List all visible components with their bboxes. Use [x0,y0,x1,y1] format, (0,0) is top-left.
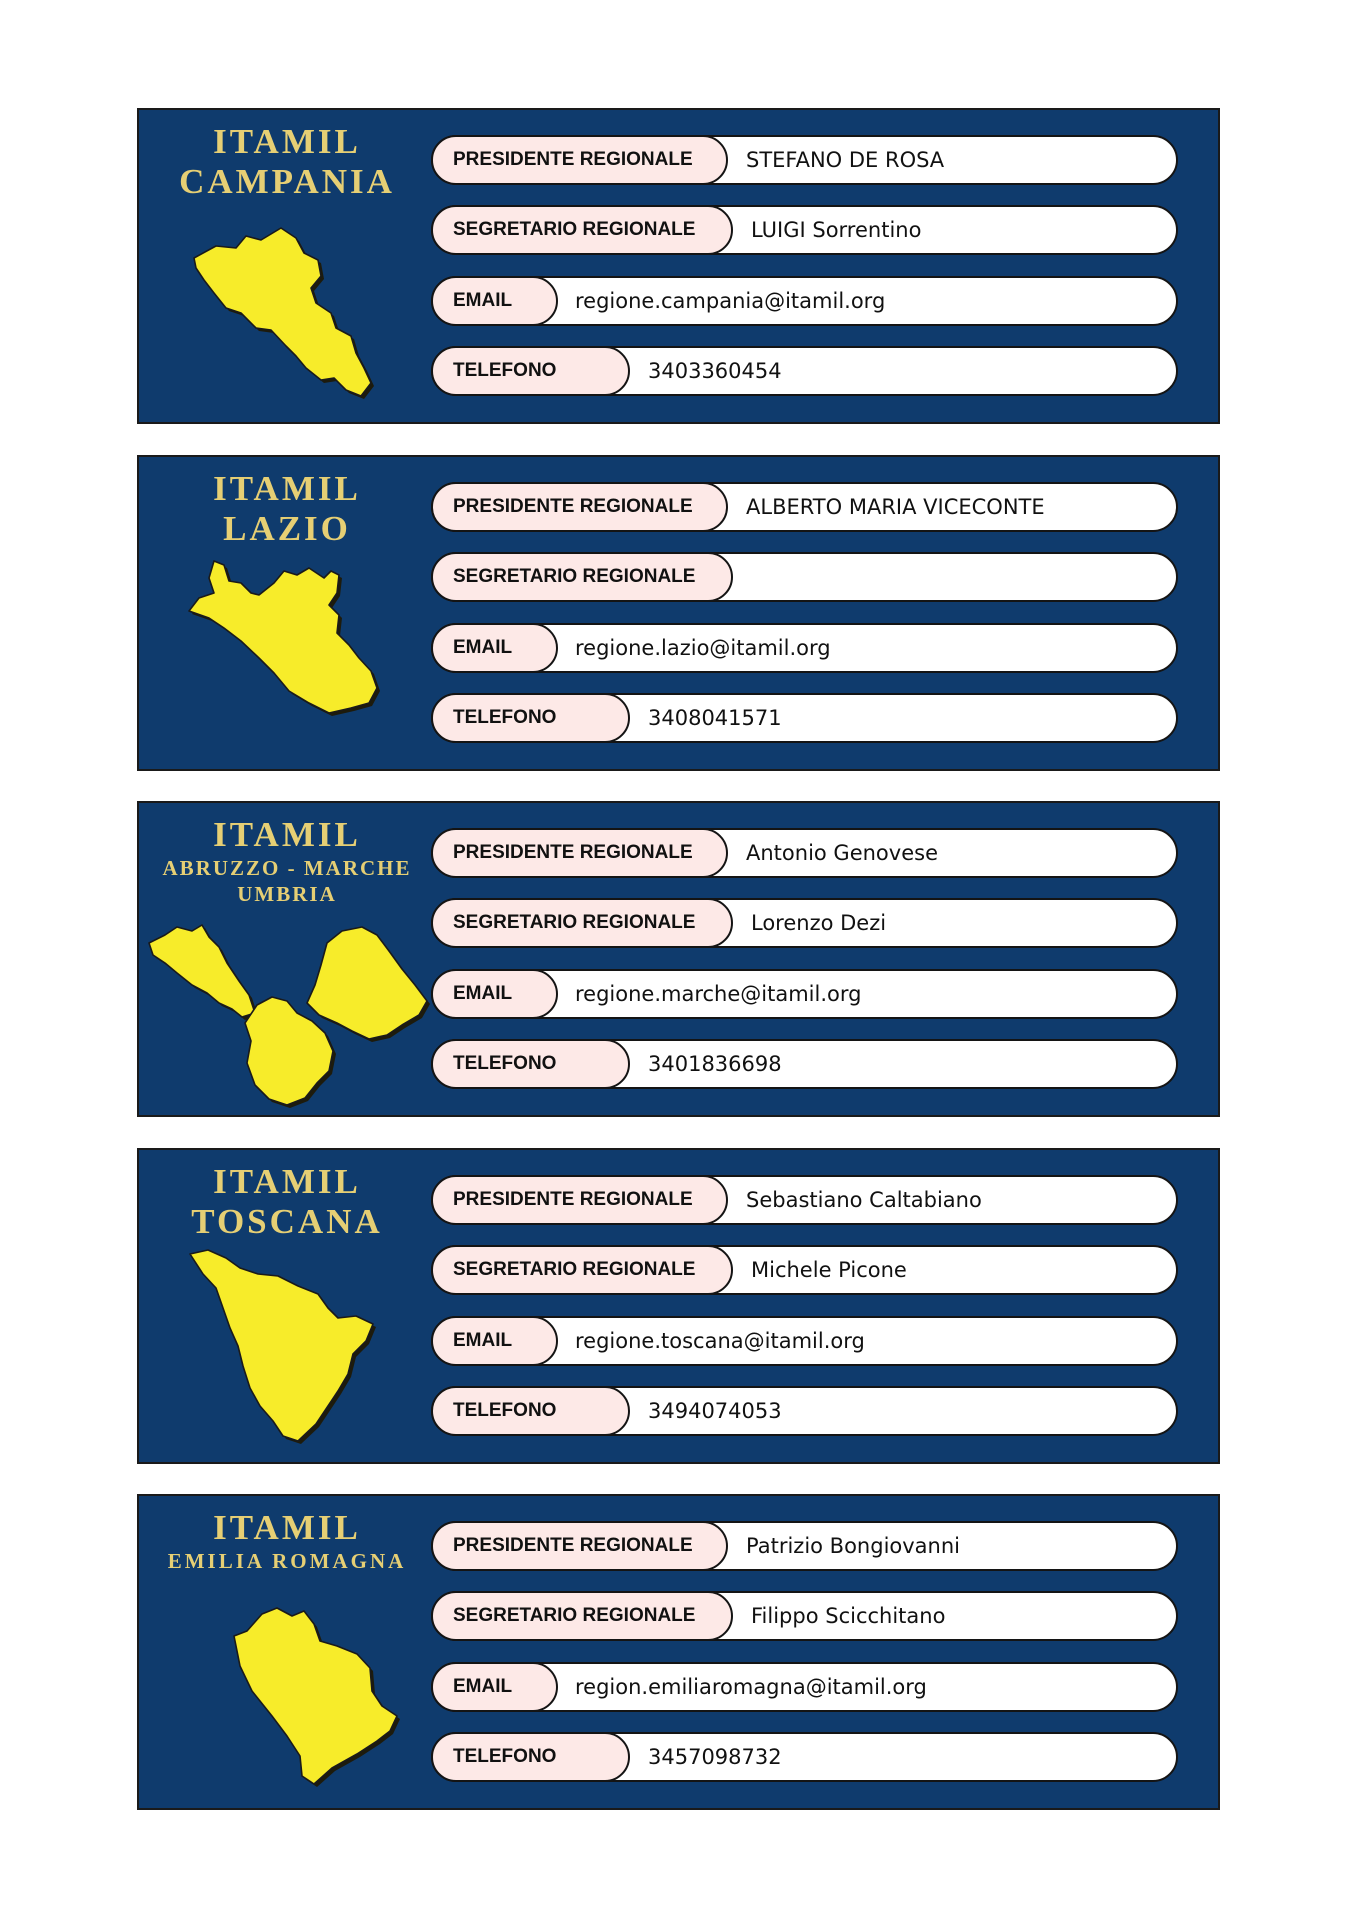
field-label: SEGRETARIO REGIONALE [431,1591,733,1641]
field-label: TELEFONO [431,1039,630,1089]
field-segretario [431,552,1178,602]
field-value: 3403360454 [648,359,782,383]
title-itamil: ITAMIL [213,122,361,161]
region-card-abruzzo-marche-umbria [137,801,1220,1117]
field-label: EMAIL [431,623,558,673]
field-telefono [431,1386,1178,1436]
field-segretario [431,205,1178,255]
field-presidente [431,482,1178,532]
field-value: 3401836698 [648,1052,782,1076]
field-segretario [431,898,1178,948]
field-label: SEGRETARIO REGIONALE [431,898,733,948]
field-label: PRESIDENTE REGIONALE [431,828,728,878]
region-name: EMILIA ROMAGNA [167,1549,407,1573]
field-value: ALBERTO MARIA VICECONTE [746,495,1045,519]
field-value: STEFANO DE ROSA [746,148,945,172]
field-label: EMAIL [431,1662,558,1712]
field-segretario [431,1245,1178,1295]
abruzzo-marche-umbria-map-icon [147,923,437,1109]
field-presidente [431,135,1178,185]
title-itamil: ITAMIL [213,815,361,854]
field-label: EMAIL [431,276,558,326]
field-email [431,1662,1178,1712]
field-label: TELEFONO [431,693,630,743]
field-label: EMAIL [431,1316,558,1366]
campania-map-icon [186,218,386,408]
field-label: SEGRETARIO REGIONALE [431,552,733,602]
card-title [139,1508,435,1574]
emilia-romagna-map-icon [232,1606,402,1788]
field-telefono [431,346,1178,396]
region-name: TOSCANA [191,1202,383,1241]
region-name: LAZIO [223,509,351,548]
field-email [431,276,1178,326]
field-value: Sebastiano Caltabiano [746,1188,982,1212]
region-name-line-2: UMBRIA [237,882,337,906]
title-itamil: ITAMIL [213,469,361,508]
lazio-map-icon [179,553,384,728]
field-value: regione.toscana@itamil.org [575,1329,865,1353]
field-presidente [431,828,1178,878]
field-presidente [431,1521,1178,1571]
field-label: TELEFONO [431,1386,630,1436]
card-title [139,1162,435,1242]
field-value: LUIGI Sorrentino [751,218,922,242]
field-label: TELEFONO [431,1732,630,1782]
region-name: CAMPANIA [179,162,395,201]
field-value: 3457098732 [648,1745,782,1769]
field-value: Antonio Genovese [746,841,938,865]
field-value: 3408041571 [648,706,782,730]
field-email [431,623,1178,673]
field-value: regione.marche@itamil.org [575,982,862,1006]
toscana-map-icon [188,1246,380,1448]
field-label: PRESIDENTE REGIONALE [431,135,728,185]
field-value: Patrizio Bongiovanni [746,1534,960,1558]
region-name: ABRUZZO - MARCHE [162,856,412,880]
field-value: Lorenzo Dezi [751,911,887,935]
title-itamil: ITAMIL [213,1162,361,1201]
field-value: regione.campania@itamil.org [575,289,886,313]
field-telefono [431,693,1178,743]
field-label: SEGRETARIO REGIONALE [431,205,733,255]
region-card-toscana [137,1148,1220,1464]
field-segretario [431,1591,1178,1641]
field-value: Filippo Scicchitano [751,1604,946,1628]
field-label: PRESIDENTE REGIONALE [431,1175,728,1225]
field-value: regione.lazio@itamil.org [575,636,831,660]
region-card-lazio [137,455,1220,771]
card-title [139,122,435,202]
field-value: Michele Picone [751,1258,907,1282]
field-label: EMAIL [431,969,558,1019]
field-email [431,1316,1178,1366]
field-email [431,969,1178,1019]
region-card-campania [137,108,1220,424]
field-presidente [431,1175,1178,1225]
field-telefono [431,1039,1178,1089]
field-label: SEGRETARIO REGIONALE [431,1245,733,1295]
field-label: TELEFONO [431,346,630,396]
field-value: region.emiliaromagna@itamil.org [575,1675,927,1699]
field-label: PRESIDENTE REGIONALE [431,482,728,532]
card-title [139,815,435,907]
region-card-emilia-romagna [137,1494,1220,1810]
card-title [139,469,435,549]
field-telefono [431,1732,1178,1782]
field-value: 3494074053 [648,1399,782,1423]
title-itamil: ITAMIL [213,1508,361,1547]
field-label: PRESIDENTE REGIONALE [431,1521,728,1571]
